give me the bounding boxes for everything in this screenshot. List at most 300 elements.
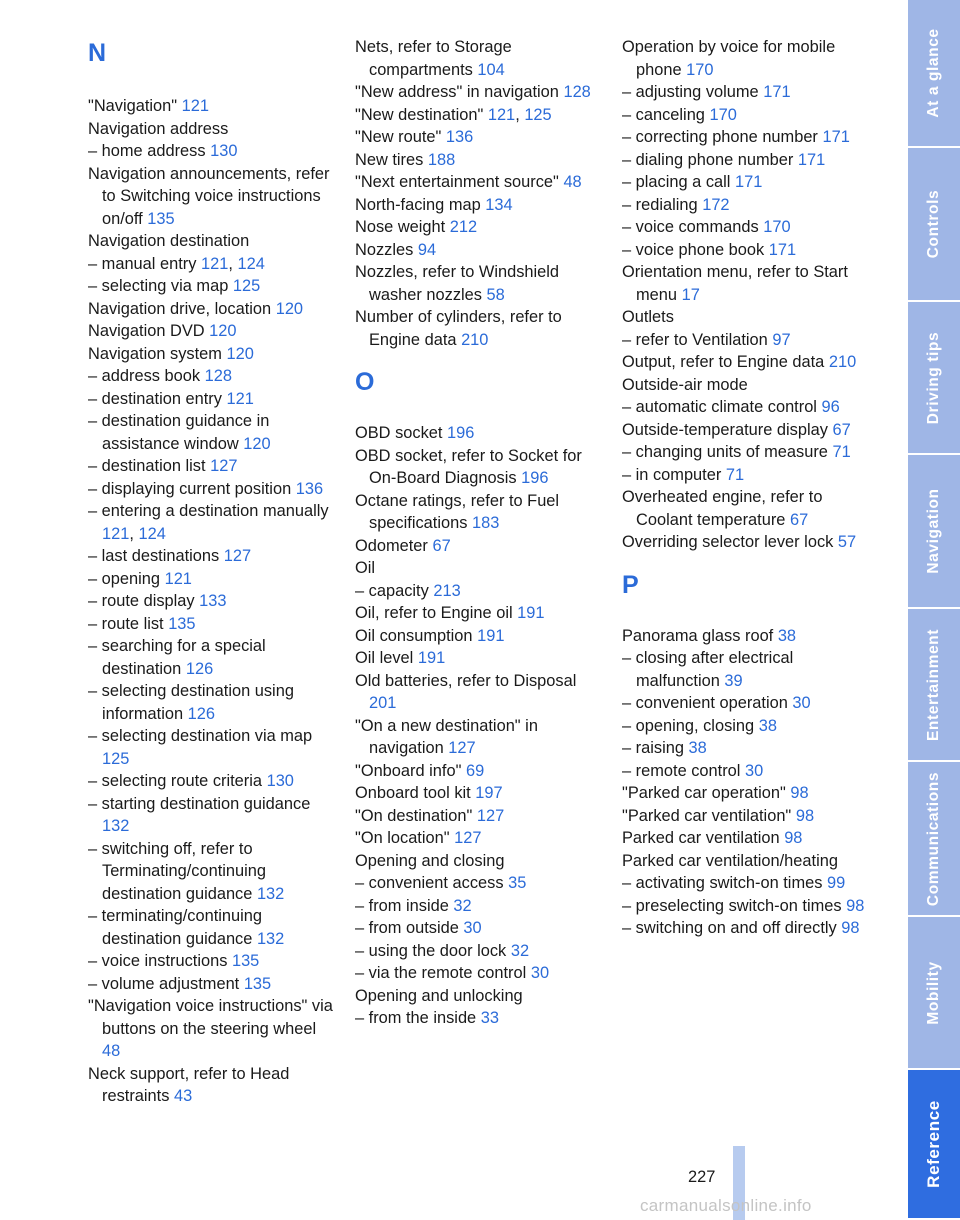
entry-text: Orientation menu, refer to Start menu	[622, 263, 848, 304]
page-reference-link[interactable]: 135	[243, 974, 272, 993]
entry-text: Parked car ventilation	[622, 829, 780, 847]
index-entry	[355, 580, 605, 603]
entry-text: Nozzles, refer to Windshield washer nozzles	[355, 263, 560, 304]
page-number: 227	[688, 1168, 716, 1186]
index-entry	[355, 805, 605, 828]
entry-text: Oil consumption	[355, 626, 473, 645]
index-entry	[622, 329, 867, 352]
entry-text: – last destinations	[88, 547, 220, 565]
page-reference-link[interactable]: 171	[735, 173, 763, 191]
page-reference-link[interactable]: 133	[199, 592, 227, 610]
page-reference-link[interactable]: 120	[275, 299, 304, 318]
entry-text: – from the inside	[355, 1009, 477, 1027]
index-column-2	[355, 36, 605, 1030]
entry-text: – destination list	[88, 457, 206, 475]
page-reference-link[interactable]: 120	[243, 434, 271, 453]
entry-text: "New destination"	[355, 105, 484, 124]
page-reference-link[interactable]: 104	[477, 60, 505, 79]
entry-text: Navigation system	[88, 344, 222, 363]
index-entry	[622, 737, 867, 760]
index-entry	[622, 827, 867, 850]
page-reference-link[interactable]: 94	[417, 240, 437, 259]
section-letter-p: P	[622, 570, 639, 599]
entry-text: – voice commands	[622, 218, 759, 236]
sidebar-tab-label: Communications	[925, 771, 942, 906]
index-entry	[88, 770, 338, 793]
index-entry	[88, 163, 338, 231]
entry-text: Old batteries, refer to Disposal	[355, 671, 577, 690]
entry-text: Neck support, refer to Head restraints	[88, 1064, 290, 1105]
index-entry	[622, 36, 867, 81]
index-entry	[88, 230, 338, 253]
entry-text: "On location"	[355, 829, 450, 847]
page-reference-link[interactable]: 30	[792, 694, 811, 712]
index-entry	[622, 850, 867, 873]
entry-text: – selecting via map	[88, 277, 229, 295]
page-reference-link[interactable]: 126	[185, 659, 214, 678]
page-reference-link[interactable]: 196	[521, 469, 549, 487]
entry-text: – home address	[88, 142, 206, 160]
page-reference-link[interactable]: 71	[725, 465, 745, 484]
watermark: carmanualsonline.info	[640, 1196, 812, 1215]
page-reference-link[interactable]: 127	[448, 739, 476, 757]
entry-text: Panorama glass roof	[622, 626, 774, 645]
entry-text: – terminating/continuing destination guidance	[88, 907, 263, 948]
entry-text: "On destination"	[355, 806, 473, 825]
entry-text: – manual entry	[88, 254, 197, 273]
index-entry	[88, 905, 338, 950]
page-reference-link[interactable]: 121	[487, 105, 516, 124]
sidebar-tab-at-a-glance[interactable]	[908, 0, 960, 148]
index-entry	[355, 36, 605, 81]
entry-text: Octane ratings, refer to Fuel specifications	[355, 491, 560, 532]
chapter-sidebar	[908, 0, 960, 1220]
page-reference-link[interactable]: 121	[164, 569, 192, 588]
entry-text: Opening and closing	[355, 851, 505, 870]
sidebar-tab-label: Controls	[925, 189, 942, 259]
entry-text: Navigation destination	[88, 232, 250, 250]
page-reference-link[interactable]: 201	[369, 694, 397, 712]
page-reference-link[interactable]: 99	[826, 874, 846, 892]
page-reference-link[interactable]: 96	[821, 398, 840, 416]
page-reference-link[interactable]: 57	[837, 533, 857, 551]
index-entry	[355, 557, 605, 580]
entry-text: – via the remote control	[355, 964, 527, 982]
index-entry	[355, 171, 605, 194]
entry-text: Nozzles	[355, 240, 414, 259]
index-entry	[622, 692, 867, 715]
index-entry	[622, 396, 867, 419]
sidebar-tab-label: At a glance	[925, 28, 942, 118]
index-entry	[88, 1063, 338, 1108]
entry-text: Overheated engine, refer to Coolant temperature	[622, 488, 823, 529]
page-reference-link[interactable]: 121	[181, 97, 210, 115]
index-entry	[355, 715, 605, 760]
index-entry	[88, 635, 338, 680]
page-reference-link[interactable]: 121	[102, 524, 130, 543]
index-entry	[622, 261, 867, 306]
entry-text: Nose weight	[355, 218, 446, 236]
page-reference-link[interactable]: 120	[209, 322, 237, 340]
entry-text: North-facing map	[355, 195, 481, 214]
entry-text: – in computer	[622, 465, 722, 484]
page-reference-link[interactable]: 172	[702, 195, 730, 214]
index-entry: – manual entry 121, 124	[88, 254, 265, 273]
index-entry	[622, 81, 867, 104]
index-entry	[88, 365, 338, 388]
page-reference-link[interactable]: 128	[204, 367, 232, 385]
index-entry	[355, 647, 605, 670]
entry-text: – selecting destination via map	[88, 727, 313, 745]
page-reference-link[interactable]: 127	[223, 547, 252, 565]
entry-text: – from outside	[355, 919, 459, 937]
index-entry	[622, 464, 867, 487]
entry-text: Oil	[355, 559, 376, 577]
entry-text: – searching for a special destination	[88, 637, 266, 678]
page-reference-link[interactable]: 69	[465, 761, 485, 780]
entry-text: Navigation announcements, refer to Switching voice instructions on/off	[88, 164, 330, 228]
index-entry	[88, 410, 338, 455]
sidebar-tab-label: Reference	[924, 1100, 943, 1188]
index-entry	[622, 872, 867, 895]
page-reference-link[interactable]: 67	[789, 510, 809, 529]
page-reference-link[interactable]: 120	[226, 344, 254, 363]
entry-text: Onboard tool kit	[355, 784, 471, 802]
index-entry	[355, 872, 605, 895]
index-entry	[88, 995, 338, 1063]
entry-text: – refer to Ventilation	[622, 330, 768, 349]
entry-text: – from inside	[355, 896, 449, 915]
entry-text: – adjusting volume	[622, 83, 759, 101]
entry-text: – redialing	[622, 195, 698, 214]
index-entry	[88, 950, 338, 973]
page-reference-link[interactable]: 134	[485, 195, 513, 214]
page-reference-link[interactable]: 98	[784, 829, 803, 847]
index-entry	[622, 760, 867, 783]
index-column-1	[88, 36, 338, 1108]
entry-text: "Navigation"	[88, 97, 178, 115]
page-reference-link[interactable]: 127	[476, 806, 505, 825]
entry-text: – switching off, refer to Terminating/continuing destination guidance	[88, 839, 267, 903]
sidebar-tab-navigation[interactable]	[908, 455, 960, 609]
index-entry	[88, 838, 338, 906]
entry-text: – route list	[88, 614, 164, 633]
entry-text: Parked car ventilation/heating	[622, 851, 838, 870]
entry-text: "Parked car ventilation"	[622, 806, 792, 825]
index-entry	[88, 320, 338, 343]
page-reference-link[interactable]: 38	[688, 739, 707, 757]
index-entry	[355, 422, 605, 445]
entry-text: – displaying current position	[88, 479, 292, 498]
index-entry	[355, 850, 605, 873]
entry-text: – destination guidance in assistance window	[88, 412, 270, 453]
entry-text: "Parked car operation"	[622, 784, 786, 802]
index-entry	[88, 793, 338, 838]
index-entry	[622, 104, 867, 127]
entry-text: – opening, closing	[622, 716, 755, 735]
index-entry	[355, 239, 605, 262]
index-entry	[622, 194, 867, 217]
index-entry	[88, 545, 338, 568]
index-entry	[355, 760, 605, 783]
page-reference-link[interactable]: 48	[102, 1042, 121, 1060]
page-reference-link[interactable]: 171	[763, 83, 791, 101]
page-reference-link[interactable]: 121	[200, 254, 229, 273]
page-reference-link[interactable]: 171	[797, 150, 826, 169]
page-reference-link[interactable]: 97	[772, 330, 791, 349]
page-reference-link[interactable]: 98	[790, 784, 809, 802]
page-reference-link[interactable]: 171	[768, 240, 797, 259]
page-reference-link[interactable]: 135	[231, 952, 260, 970]
page-reference-link[interactable]: 136	[295, 479, 324, 498]
page-reference-link[interactable]: 132	[256, 884, 285, 903]
page-reference-link[interactable]: 30	[530, 964, 550, 982]
index-entry	[355, 216, 605, 239]
entry-text: – convenient operation	[622, 694, 788, 712]
page-reference-link[interactable]: 171	[822, 128, 850, 146]
index-entry	[622, 486, 867, 531]
index-entry	[88, 590, 338, 613]
entry-text: Output, refer to Engine data	[622, 353, 825, 371]
index-entry	[88, 343, 338, 366]
page-reference-link[interactable]: 126	[187, 704, 216, 723]
page-reference-link[interactable]: 191	[517, 604, 545, 622]
index-entry	[355, 490, 605, 535]
entry-text: – capacity	[355, 581, 429, 600]
entry-text: – opening	[88, 569, 161, 588]
page-reference-link[interactable]: 135	[147, 209, 175, 228]
index-entry	[88, 455, 338, 478]
page-reference-link[interactable]: 121	[226, 389, 254, 408]
entry-text: – preselecting switch-on times	[622, 896, 842, 915]
page-reference-link[interactable]: 213	[433, 581, 461, 600]
page-reference-link[interactable]: 32	[510, 941, 530, 960]
entry-text: – closing after electrical malfunction	[622, 649, 794, 690]
page-reference-link[interactable]: 130	[210, 142, 238, 160]
page-reference-link[interactable]: 170	[763, 218, 791, 236]
sidebar-tab-mobility[interactable]	[908, 917, 960, 1070]
section-letter-n: N	[88, 39, 107, 67]
page-reference-link[interactable]: 191	[477, 626, 505, 645]
page-reference-link[interactable]: 170	[709, 105, 737, 124]
entry-text: OBD socket	[355, 424, 443, 442]
index-entry	[355, 445, 605, 490]
sidebar-tab-entertainment[interactable]	[908, 609, 960, 762]
entry-text: "New route"	[355, 128, 442, 146]
index-entry	[355, 940, 605, 963]
index-entry	[355, 1007, 605, 1030]
entry-text: – automatic climate control	[622, 398, 817, 416]
index-entry	[88, 275, 338, 298]
page-reference-link[interactable]: 210	[461, 330, 489, 349]
entry-text: "On a new destination" in navigation	[355, 716, 538, 757]
index-entry	[622, 715, 867, 738]
entry-text: – selecting route criteria	[88, 772, 263, 790]
page-reference-link[interactable]: 132	[256, 929, 285, 948]
index-entry	[622, 351, 867, 374]
page-reference-link[interactable]: 125	[232, 277, 261, 295]
entry-text: – remote control	[622, 761, 741, 780]
index-entry	[622, 171, 867, 194]
page-reference-link[interactable]: 43	[173, 1087, 193, 1105]
page-reference-link[interactable]: 125	[102, 749, 130, 768]
index-entry	[622, 895, 867, 918]
page-reference-link[interactable]: 67	[432, 536, 451, 555]
index-entry	[355, 917, 605, 940]
index-entry	[622, 419, 867, 442]
entry-text: – entering a destination manually	[88, 502, 329, 520]
entry-text: – selecting destination using information	[88, 682, 294, 723]
page-reference-link[interactable]: 124	[237, 254, 265, 273]
entry-text: – address book	[88, 367, 201, 385]
index-entry	[355, 261, 605, 306]
entry-text: Navigation address	[88, 119, 229, 138]
index-entry	[622, 805, 867, 828]
index-entry	[622, 216, 867, 239]
entry-text: Outlets	[622, 308, 674, 326]
entry-text: "Navigation voice instructions" via buttons on the steering wheel	[88, 997, 333, 1038]
page-reference-link[interactable]: 210	[828, 353, 857, 371]
page-reference-link[interactable]: 98	[795, 806, 815, 825]
entry-text: – switching on and off directly	[622, 919, 837, 937]
index-entry	[622, 625, 867, 648]
index-entry	[355, 535, 605, 558]
page-reference-link[interactable]: 183	[471, 514, 500, 532]
sidebar-tab-label: Mobility	[925, 960, 942, 1025]
index-entry	[355, 126, 605, 149]
entry-text: "Onboard info"	[355, 761, 462, 780]
index-entry	[88, 680, 338, 725]
index-entry	[355, 782, 605, 805]
entry-text: – voice phone book	[622, 240, 765, 259]
index-entry	[355, 827, 605, 850]
entry-text: Navigation DVD	[88, 322, 205, 340]
entry-text: – destination entry	[88, 389, 222, 408]
entry-text: – raising	[622, 739, 684, 757]
page-reference-link[interactable]: 191	[417, 649, 446, 667]
index-entry	[622, 531, 867, 554]
index-entry	[88, 568, 338, 591]
sidebar-tab-controls[interactable]	[908, 148, 960, 302]
entry-text: Number of cylinders, refer to Engine data	[355, 308, 562, 349]
index-entry	[355, 670, 605, 715]
page-reference-link[interactable]: 32	[453, 896, 472, 915]
page-reference-link[interactable]: 33	[480, 1009, 499, 1027]
page-reference-link[interactable]: 136	[445, 128, 474, 146]
sidebar-tab-communications[interactable]	[908, 762, 960, 917]
page-reference-link[interactable]: 38	[777, 626, 797, 645]
index-entry	[355, 194, 605, 217]
index-column-3	[622, 36, 867, 940]
entry-text: – canceling	[622, 105, 705, 124]
entry-text: Nets, refer to Storage compartments	[355, 38, 512, 79]
index-entry	[355, 962, 605, 985]
entry-text: "Next entertainment source"	[355, 173, 559, 191]
index-entry	[622, 239, 867, 262]
sidebar-tab-driving-tips[interactable]	[908, 302, 960, 455]
index-entry	[355, 306, 605, 351]
index-entry	[88, 388, 338, 411]
index-entry	[88, 118, 338, 141]
page-reference-link[interactable]: 35	[508, 874, 527, 892]
entry-text: OBD socket, refer to Socket for On-Board Diagnosis	[355, 446, 582, 487]
page-reference-link[interactable]: 125	[524, 105, 552, 124]
page-reference-link[interactable]: 98	[846, 896, 865, 915]
page-reference-link[interactable]: 188	[427, 150, 456, 169]
index-entry	[355, 985, 605, 1008]
page-reference-link[interactable]: 67	[832, 420, 851, 439]
entry-text: – changing units of measure	[622, 443, 828, 461]
index-entry	[355, 149, 605, 172]
page-reference-link[interactable]: 127	[454, 829, 482, 847]
page-reference-link[interactable]: 127	[210, 457, 238, 475]
entry-text: Oil, refer to Engine oil	[355, 604, 513, 622]
entry-text: Oil level	[355, 649, 414, 667]
index-entry	[355, 81, 605, 104]
entry-text: Outside-air mode	[622, 375, 748, 394]
section-letter-o: O	[355, 368, 375, 396]
index-entry	[355, 895, 605, 918]
page-reference-link[interactable]: 124	[138, 524, 166, 543]
index-entry	[88, 613, 338, 636]
index-entry	[88, 95, 338, 118]
entry-text: – dialing phone number	[622, 150, 794, 169]
index-entry	[88, 140, 338, 163]
entry-text: – convenient access	[355, 874, 504, 892]
page-reference-link[interactable]: 130	[266, 772, 294, 790]
index-entry	[622, 126, 867, 149]
entry-text: Navigation drive, location	[88, 299, 272, 318]
sidebar-tab-reference[interactable]	[908, 1070, 960, 1220]
page-reference-link[interactable]: 38	[758, 716, 777, 735]
index-entry	[622, 782, 867, 805]
page-reference-link[interactable]: 48	[563, 173, 582, 191]
sidebar-tab-label: Driving tips	[925, 331, 942, 424]
index-entry	[622, 441, 867, 464]
entry-text: – starting destination guidance	[88, 794, 311, 813]
index-entry	[355, 602, 605, 625]
entry-text: – voice instructions	[88, 952, 228, 970]
page-reference-link[interactable]: 17	[681, 285, 700, 304]
page-reference-link[interactable]: 212	[449, 218, 478, 236]
entry-text: – using the door lock	[355, 941, 507, 960]
page-reference-link[interactable]: 30	[745, 761, 764, 780]
index-entry	[88, 298, 338, 321]
page-reference-link[interactable]: 98	[841, 919, 860, 937]
page-reference-link[interactable]: 58	[486, 285, 505, 304]
entry-text: Operation by voice for mobile phone	[622, 38, 836, 79]
entry-text: Outside-temperature display	[622, 420, 828, 439]
entry-text: "New address" in navigation	[355, 83, 559, 101]
page-reference-link[interactable]: 71	[832, 443, 851, 461]
page-reference-link[interactable]: 132	[102, 817, 130, 835]
page-reference-link[interactable]: 39	[724, 671, 743, 690]
page-reference-link[interactable]: 128	[563, 83, 591, 101]
index-entry	[88, 478, 338, 501]
page-reference-link[interactable]: 170	[686, 60, 714, 79]
entry-text: – route display	[88, 592, 195, 610]
entry-text: Opening and unlocking	[355, 986, 523, 1005]
page-reference-link[interactable]: 135	[168, 614, 196, 633]
page-reference-link[interactable]: 197	[475, 784, 503, 802]
index-entry	[88, 973, 338, 996]
index-entry	[622, 917, 867, 940]
page-reference-link[interactable]: 196	[447, 424, 475, 442]
entry-text: Overriding selector lever lock	[622, 533, 834, 551]
page-reference-link[interactable]: 30	[463, 919, 482, 937]
entry-text: – placing a call	[622, 173, 731, 191]
entry-text: – correcting phone number	[622, 128, 818, 146]
